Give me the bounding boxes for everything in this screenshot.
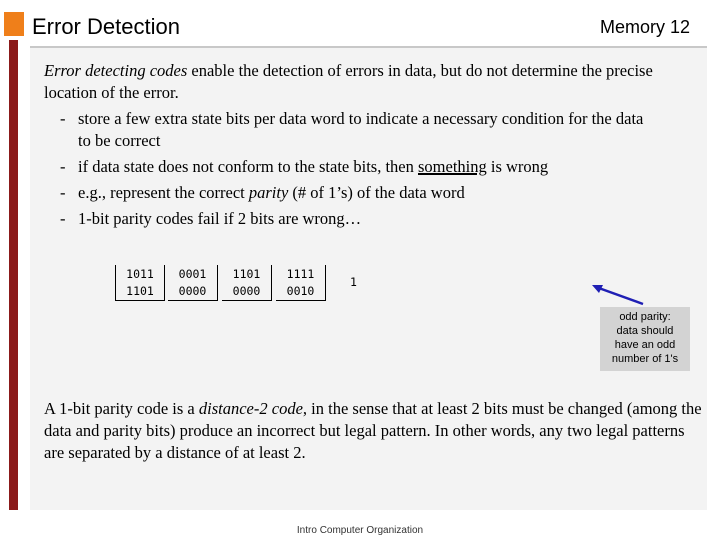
bit-group-bottom: 0000 [178, 284, 207, 298]
summary-text: A 1-bit parity code is a [44, 399, 199, 418]
bit-group-top: 1101 [232, 267, 261, 281]
emphasis-something: something [418, 157, 487, 176]
bit-group-bottom: 0010 [286, 284, 315, 298]
bullet-text-end: is wrong [486, 157, 549, 176]
callout-line: number of 1's [611, 353, 679, 365]
bullet-text: e.g., represent the correct [78, 183, 249, 202]
bullet-continuation: to be correct [78, 131, 161, 150]
bit-group-bottom: 0000 [232, 284, 261, 298]
bit-group-2 [168, 265, 218, 301]
bullet-parity-failure [60, 208, 700, 230]
top-divider [30, 46, 707, 48]
bit-group-top: 1011 [126, 267, 154, 281]
bit-group-top: 0001 [178, 267, 207, 281]
bullet-state-mismatch [60, 156, 700, 178]
parity-callout [600, 307, 690, 371]
slide-label: Memory 12 [599, 17, 690, 37]
intro-term: Error detecting codes [44, 61, 188, 80]
bullet-text-end: (# of 1’s) of the data word [288, 183, 465, 202]
bullet-dash: - [60, 157, 66, 176]
emphasis-parity: parity [248, 183, 289, 202]
bullet-text: store a few extra state bits per data word to indicate a necessary condition for the data [78, 109, 644, 128]
bit-group-4 [276, 265, 326, 301]
callout-line: have an odd [614, 339, 676, 351]
bullet-dash: - [60, 183, 66, 202]
callout-arrow-icon [588, 280, 648, 310]
page-title: Error Detection [32, 14, 180, 39]
bit-group-1 [115, 265, 165, 301]
intro-text: enable the detection of errors in data, but do not determine the precise location of the error. [44, 61, 653, 102]
title-accent-square [4, 12, 24, 36]
bullet-dash: - [60, 109, 66, 128]
bullet-parity-example [60, 182, 700, 204]
bullet-text: if data state does not conform to the state bits, then [78, 157, 418, 176]
bullet-text: 1-bit parity codes fail if 2 bits are wrong… [78, 209, 362, 228]
emphasis-distance-2-code: distance-2 code [198, 399, 303, 418]
callout-line: odd parity: [619, 311, 671, 323]
summary-paragraph [44, 398, 704, 464]
bit-group-3 [222, 265, 272, 301]
left-accent-bar [9, 40, 18, 510]
bullet-dash: - [60, 209, 66, 228]
bit-group-top: 1111 [286, 267, 315, 281]
parity-bit-value: 1 [350, 275, 357, 289]
footer-text: Intro Computer Organization [296, 525, 424, 536]
bullet-extra-state-bits [60, 108, 700, 130]
bit-group-bottom: 1101 [126, 284, 154, 298]
intro-paragraph [44, 60, 704, 104]
callout-line: data should [616, 325, 674, 337]
summary-text-end: , in the sense that at least 2 bits must be changed (among the data and parity bits) produce an incorrect but legal pattern. In other words, any two legal patterns are separated by a distance of at least 2. [44, 399, 702, 462]
